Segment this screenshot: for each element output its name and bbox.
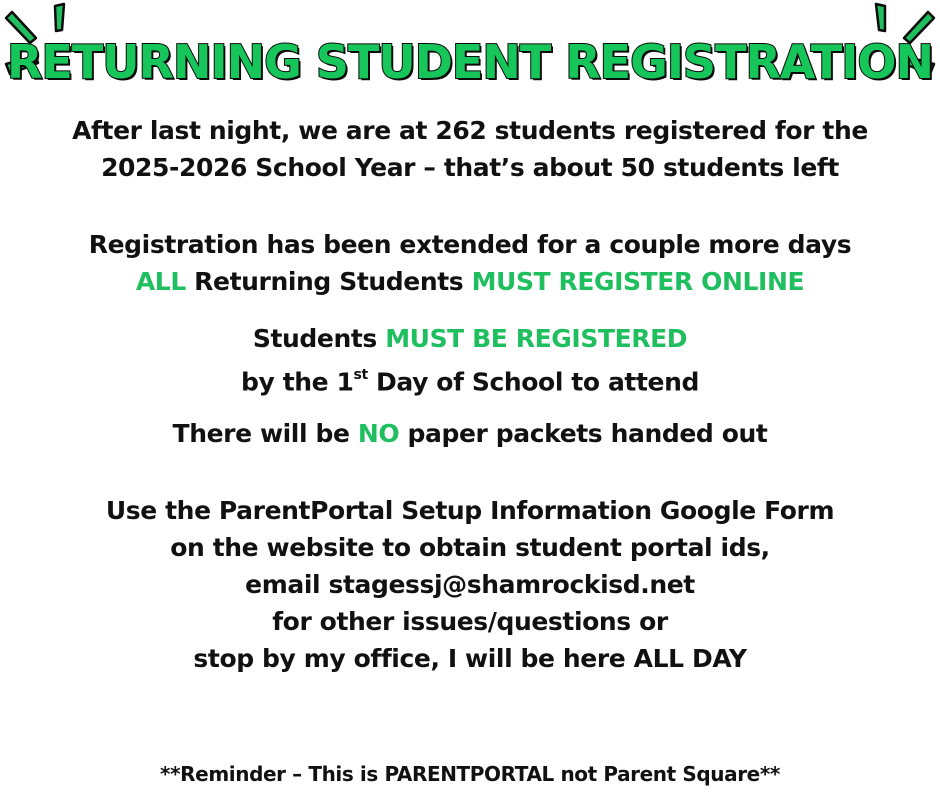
email-line: email stagessj@shamrockisd.net: [245, 570, 695, 599]
by-the-text: by the 1: [241, 367, 354, 397]
must-be-registered-highlight: MUST BE REGISTERED: [385, 324, 688, 353]
packets-pre-text: There will be: [172, 419, 358, 448]
returning-students-text: Returning Students: [185, 267, 472, 296]
paper-packets-line: [0, 416, 940, 452]
all-highlight: ALL: [135, 267, 186, 296]
extension-line: Registration has been extended for a couple more days: [88, 230, 852, 259]
intro-line-1: After last night, we are at 262 students registered for the: [72, 116, 868, 145]
portal-line-5: stop by my office, I will be here ALL DAY: [193, 644, 747, 673]
online-registration-line: [0, 264, 940, 300]
registered-line-1: [0, 321, 940, 357]
students-text: Students: [252, 324, 386, 353]
must-register-highlight: MUST REGISTER ONLINE: [471, 267, 805, 296]
intro-line-2: 2025-2026 School Year – that’s about 50 students left: [101, 153, 839, 182]
registered-line-2: [0, 359, 940, 400]
reminder-footer: **Reminder – This is PARENTPORTAL not Parent Square**: [160, 762, 780, 786]
portal-line-4: for other issues/questions or: [272, 607, 668, 636]
ordinal-suffix: st: [353, 367, 368, 383]
packets-post-text: paper packets handed out: [399, 419, 768, 448]
portal-line-1: Use the ParentPortal Setup Information Google Form: [105, 496, 835, 525]
no-highlight: NO: [357, 419, 400, 448]
page-title: RETURNING STUDENT REGISTRATION: [6, 35, 933, 89]
first-day-text: Day of School to attend: [367, 367, 699, 397]
portal-line-2: on the website to obtain student portal ids,: [170, 533, 770, 562]
